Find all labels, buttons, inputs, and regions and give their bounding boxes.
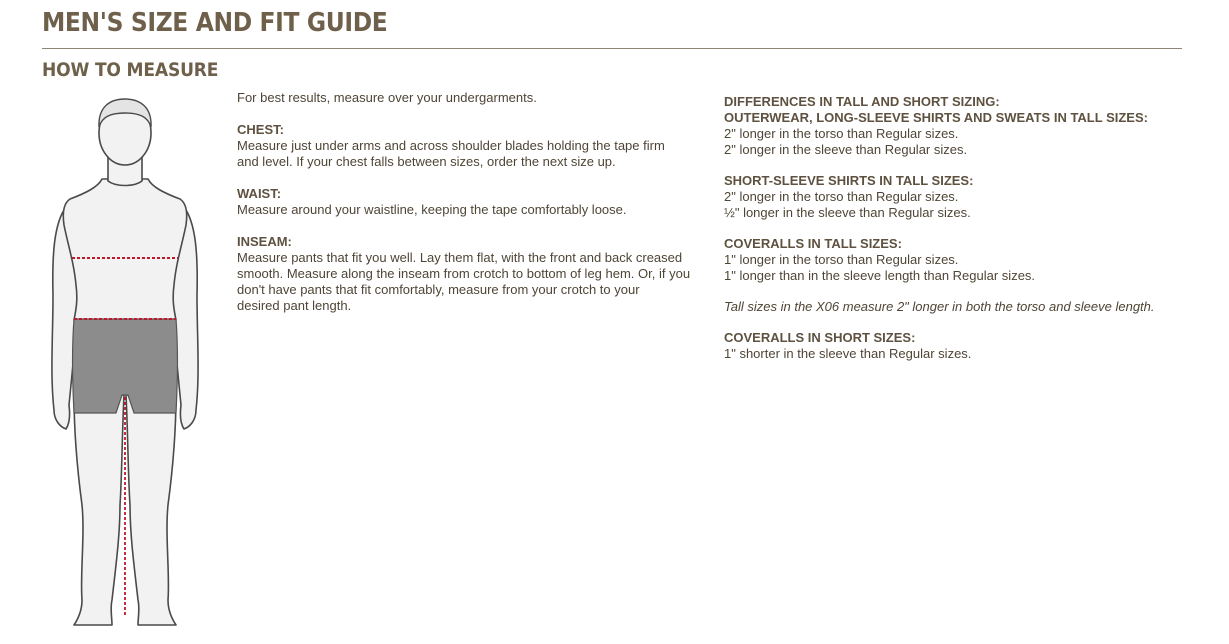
- torso: [63, 179, 187, 320]
- short-sleeve-line: 2" longer in the torso than Regular sizes.: [724, 189, 959, 204]
- intro-text: For best results, measure over your undergarments.: [237, 90, 537, 105]
- outerwear-line: 2" longer in the sleeve than Regular sizes.: [724, 142, 968, 157]
- outerwear-line: 2" longer in the torso than Regular sizes.: [724, 126, 959, 141]
- tall-short-heading: DIFFERENCES IN TALL AND SHORT SIZING:: [724, 94, 1000, 109]
- chest-heading: CHEST:: [237, 122, 284, 137]
- coveralls-tall-line: 1" longer in the torso than Regular sizes.: [724, 252, 959, 267]
- tall-short-sizing-column: [724, 94, 1204, 362]
- page-title: MEN'S SIZE AND FIT GUIDE: [42, 8, 388, 38]
- outerwear-heading: OUTERWEAR, LONG-SLEEVE SHIRTS AND SWEATS IN TALL SIZES:: [724, 110, 1148, 125]
- coveralls-short-line: 1" shorter in the sleeve than Regular sizes.: [724, 346, 972, 361]
- waist-heading: WAIST:: [237, 186, 282, 201]
- inseam-line: Measure pants that fit you well. Lay them flat, with the front and back creased: [237, 250, 683, 265]
- section-title: HOW TO MEASURE: [42, 59, 219, 81]
- chest-line: Measure just under arms and across shoulder blades holding the tape firm: [237, 138, 665, 153]
- coveralls-tall-heading: COVERALLS IN TALL SIZES:: [724, 236, 902, 251]
- coveralls-short-heading: COVERALLS IN SHORT SIZES:: [724, 330, 916, 345]
- right-leg: [126, 395, 176, 625]
- how-to-measure-column: [237, 90, 707, 314]
- inseam-heading: INSEAM:: [237, 234, 292, 249]
- x06-note: Tall sizes in the X06 measure 2" longer in both the torso and sleeve length.: [724, 299, 1155, 314]
- inseam-line: don't have pants that fit comfortably, measure from your crotch to your: [237, 282, 640, 297]
- inseam-line: smooth. Measure along the inseam from crotch to bottom of leg hem. Or, if you: [237, 266, 691, 281]
- left-leg: [74, 395, 124, 625]
- title-divider: [42, 48, 1182, 49]
- inseam-line: desired pant length.: [237, 298, 352, 313]
- waist-line: Measure around your waistline, keeping the tape comfortably loose.: [237, 202, 627, 217]
- short-sleeve-heading: SHORT-SLEEVE SHIRTS IN TALL SIZES:: [724, 173, 974, 188]
- male-figure-illustration: [40, 95, 220, 635]
- short-sleeve-line: ½" longer in the sleeve than Regular sizes.: [724, 205, 971, 220]
- body-measurement-figure: [40, 95, 220, 635]
- chest-line: and level. If your chest falls between sizes, order the next size up.: [237, 154, 616, 169]
- coveralls-tall-line: 1" longer than in the sleeve length than Regular sizes.: [724, 268, 1036, 283]
